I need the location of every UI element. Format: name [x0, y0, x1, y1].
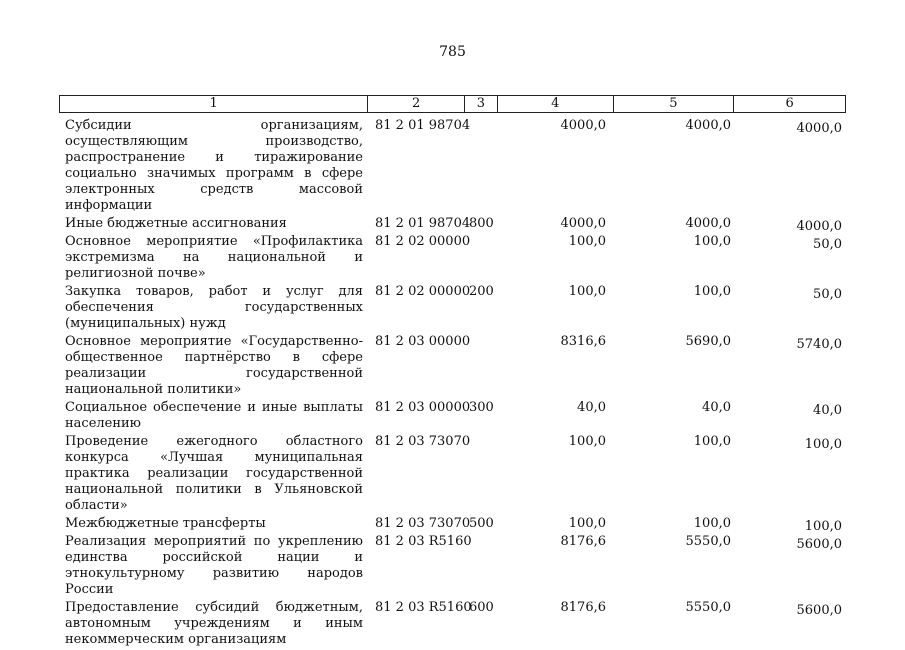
row-value-4: 4000,0: [560, 118, 606, 133]
row-name: Социальное обеспечение и иные выплаты населению: [65, 400, 363, 431]
row-value-6-text: 100,0: [804, 437, 842, 452]
row-value-4: 40,0: [577, 400, 606, 415]
row-value-5: 40,0: [702, 400, 731, 415]
row-value-5: 100,0: [693, 434, 731, 449]
table-row: [59, 284, 846, 332]
table-row: [59, 600, 846, 648]
row-vr: [465, 434, 498, 514]
header-col-5: 5: [614, 96, 735, 112]
row-value-6: [735, 534, 846, 598]
row-vr: 200: [469, 284, 494, 299]
row-value-5: 100,0: [693, 516, 731, 531]
row-value-6: [735, 400, 846, 432]
row-value-6: [735, 216, 846, 232]
row-code: 81 2 03 00000: [375, 334, 471, 349]
row-value-6: [735, 234, 846, 282]
row-vr: [465, 234, 498, 282]
row-vr: 800: [469, 216, 494, 231]
row-value-6: [735, 118, 846, 214]
row-value-6-text: 5600,0: [796, 537, 842, 552]
header-col-4: 4: [498, 96, 614, 112]
row-value-4: 8316,6: [560, 334, 606, 349]
row-value-4: 4000,0: [560, 216, 606, 231]
table-row: [59, 434, 846, 514]
row-value-6: [735, 284, 846, 332]
row-value-4: 100,0: [568, 434, 606, 449]
row-value-6-text: 100,0: [804, 519, 842, 534]
row-value-4: 100,0: [568, 234, 606, 249]
table-row: [59, 216, 846, 232]
row-code: 81 2 01 98704: [375, 118, 471, 133]
row-value-6: [735, 516, 846, 532]
row-value-6-text: 4000,0: [796, 219, 842, 234]
row-name: Основное мероприятие «Профилактика экстремизма на национальной и религиозной почве»: [65, 234, 363, 281]
row-value-5: 100,0: [693, 284, 731, 299]
row-value-4: 8176,6: [560, 534, 606, 549]
table-header: [59, 95, 846, 113]
row-value-5: 5690,0: [685, 334, 731, 349]
table-body: [59, 118, 846, 650]
table-row: [59, 400, 846, 432]
row-value-6: [735, 334, 846, 398]
row-code: 81 2 03 R5160: [375, 534, 472, 549]
row-value-6: [735, 600, 846, 648]
row-code: 81 2 01 98704: [375, 216, 471, 231]
row-name: Закупка товаров, работ и услуг для обеспечения государственных (муниципальных) нужд: [65, 284, 363, 331]
row-value-6-text: 4000,0: [796, 121, 842, 136]
header-col-3: 3: [465, 96, 498, 112]
row-value-6: [735, 434, 846, 514]
table-row: [59, 334, 846, 398]
table-row: [59, 234, 846, 282]
row-code: 81 2 03 73070: [375, 516, 471, 531]
row-code: 81 2 03 73070: [375, 434, 471, 449]
header-col-2: 2: [368, 96, 465, 112]
table-row: [59, 516, 846, 532]
row-vr: [465, 334, 498, 398]
row-value-5: 4000,0: [685, 216, 731, 231]
row-name: Проведение ежегодного областного конкурса «Лучшая муниципальная практика реализации государственной национальной политики в Ульяновской области»: [65, 434, 363, 513]
header-col-6: 6: [785, 96, 794, 111]
row-value-4: 100,0: [568, 284, 606, 299]
row-name: Субсидии организациям, осуществляющим производство, распространение и тиражирование социально значимых программ в сфере электронных средств массовой информации: [65, 118, 363, 213]
row-value-6-text: 50,0: [813, 287, 842, 302]
row-name: Основное мероприятие «Государственно-общественное партнёрство в сфере реализации государственной национальной политики»: [65, 334, 363, 397]
row-value-6-text: 50,0: [813, 237, 842, 252]
row-name: Иные бюджетные ассигнования: [65, 216, 287, 231]
table-row: [59, 534, 846, 598]
row-code: 81 2 03 00000: [375, 400, 471, 415]
row-code: 81 2 02 00000: [375, 234, 471, 249]
row-vr: 500: [469, 516, 494, 531]
row-value-6-text: 5600,0: [796, 603, 842, 618]
row-vr: 300: [469, 400, 494, 415]
row-code: 81 2 03 R5160: [375, 600, 472, 615]
row-vr: [465, 118, 498, 214]
row-value-5: 100,0: [693, 234, 731, 249]
page-number: 785: [439, 44, 466, 60]
row-vr: 600: [469, 600, 494, 615]
row-vr: [465, 534, 498, 598]
row-value-6-text: 5740,0: [796, 337, 842, 352]
row-value-6-text: 40,0: [813, 403, 842, 418]
row-name: Предоставление субсидий бюджетным, автономным учреждениям и иным некоммерческим организациям: [65, 600, 363, 647]
row-value-4: 100,0: [568, 516, 606, 531]
row-value-5: 4000,0: [685, 118, 731, 133]
row-value-5: 5550,0: [685, 534, 731, 549]
row-name: Межбюджетные трансферты: [65, 516, 266, 531]
row-value-5: 5550,0: [685, 600, 731, 615]
header-col-1: 1: [60, 96, 368, 112]
row-code: 81 2 02 00000: [375, 284, 471, 299]
row-name: Реализация мероприятий по укреплению единства российской нации и этнокультурному развитию народов России: [65, 534, 363, 597]
table-row: [59, 118, 846, 214]
row-value-4: 8176,6: [560, 600, 606, 615]
